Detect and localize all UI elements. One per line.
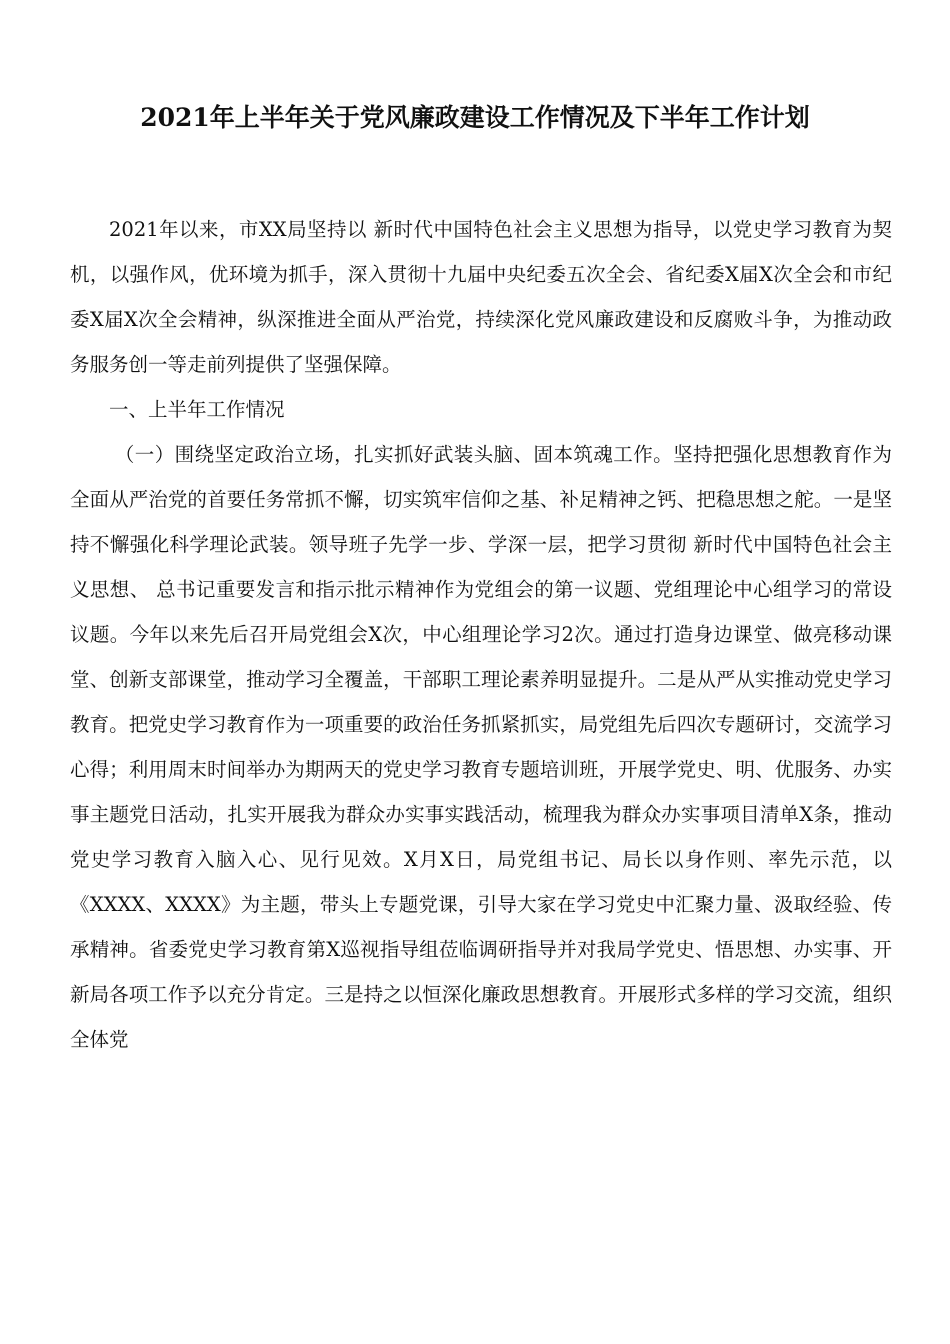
intro-paragraph: 2021年以来，市XX局坚持以 新时代中国特色社会主义思想为指导，以党史学习教育为契机，以强作风，优环境为抓手，深入贯彻十九届中央纪委五次全会、省纪委X届X次全会和市纪委X届X次全会精神，纵深推进全面从严治党，持续深化党风廉政建设和反腐败斗争，为推动政务服务创一等走前列提供了坚强保障。 [70,218,892,376]
document-title: 2021年上半年关于党风廉政建设工作情况及下半年工作计划 [140,103,810,132]
section-heading-first-half: 一、上半年工作情况 [109,398,285,421]
document-body [70,207,892,1062]
subsection-paragraph-political-stance: （一）围绕坚定政治立场，扎实抓好武装头脑、固本筑魂工作。坚持把强化思想教育作为全面从严治党的首要任务常抓不懈，切实筑牢信仰之基、补足精神之钙、把稳思想之舵。一是坚持不懈强化科学理论武装。领导班子先学一步、学深一层，把学习贯彻 新时代中国特色社会主义思想、 总书记重要发言和指示批示精神作为党组会的第一议题、党组理论中心组学习的常设议题。今年以来先后召开局党组会X次，中心组理论学习2次。通过打造身边课堂、做亮移动课堂、创新支部课堂，推动学习全覆盖，干部职工理论素养明显提升。二是从严从实推动党史学习教育。把党史学习教育作为一项重要的政治任务抓紧抓实，局党组先后四次专题研讨，交流学习心得；利用周末时间举办为期两天的党史学习教育专题培训班，开展学党史、明、优服务、办实事主题党日活动，扎实开展我为群众办实事实践活动，梳理我为群众办实事项目清单X条，推动党史学习教育入脑入心、见行见效。X月X日，局党组书记、局长以身作则、率先示范，以《XXXX、XXXX》为主题，带头上专题党课，引导大家在学习党史中汇聚力量、汲取经验、传承精神。省委党史学习教育第X巡视指导组莅临调研指导并对我局学党史、悟思想、办实事、开新局各项工作予以充分肯定。三是持之以恒深化廉政思想教育。开展形式多样的学习交流，组织全体党 [70,443,892,1051]
